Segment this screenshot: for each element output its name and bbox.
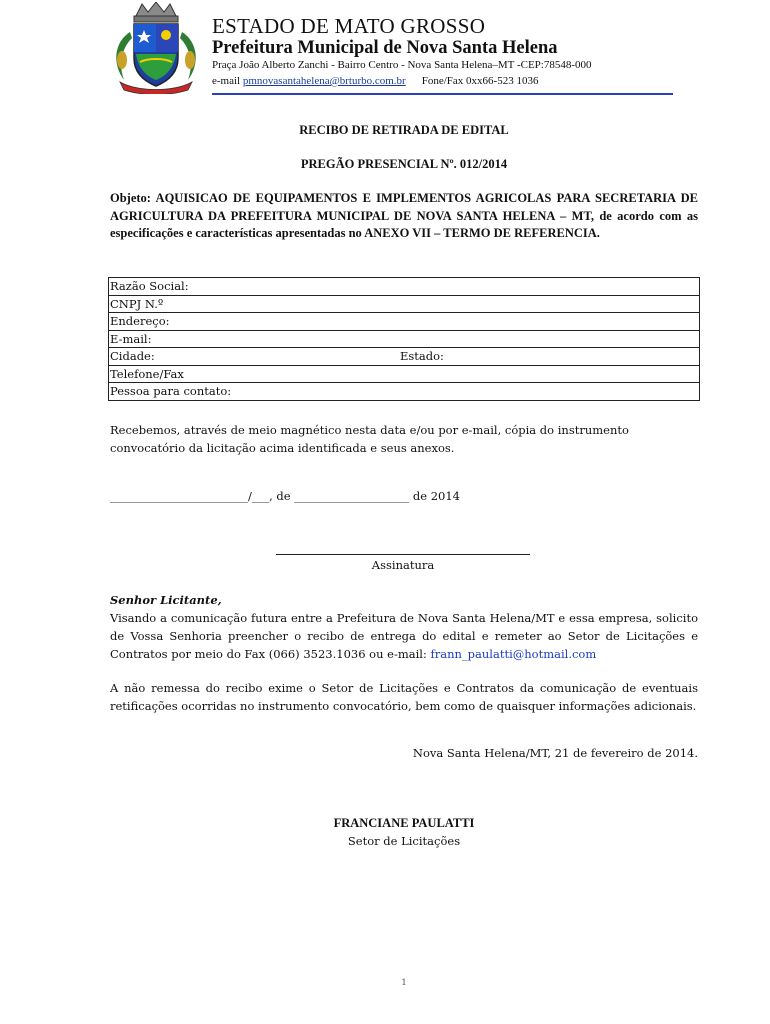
document-subtitle: PREGÃO PRESENCIAL Nº. 012/2014: [300, 157, 508, 171]
place-date: Nova Santa Helena/MT, 21 de fevereiro de 2014.: [412, 746, 698, 760]
form-field-cidade-estado[interactable]: [109, 348, 700, 366]
instructions-text: Visando a comunicação futura entre a Prefeitura de Nova Santa Helena/MT e essa empresa, solicito de Vossa Senhoria preencher o recibo de entrega do edital e remeter ao Setor de Licitações e Contratos por meio do Fax (066) 3523.1036 ou e-mail:: [110, 611, 698, 661]
form-row-razao-social: [109, 278, 700, 296]
company-form-table: [108, 277, 700, 401]
header-phone: Fone/Fax 0xx66-523 1036: [421, 75, 539, 87]
header-contact: [212, 75, 538, 87]
receipt-paragraph: Recebemos, através de meio magnético nesta data e/ou por e-mail, cópia do instrumento convocatório da licitação acima identificada e seus anexos.: [110, 423, 629, 455]
form-row-cnpj: [109, 295, 700, 313]
form-row-cidade: [109, 348, 700, 366]
document-title: RECIBO DE RETIRADA DE EDITAL: [299, 123, 509, 137]
contact-email-link[interactable]: frann_paulatti@hotmail.com: [430, 647, 597, 661]
date-fill-line: ________________________/___, de ____________________ de 2014: [110, 489, 461, 503]
notice-paragraph: A não remessa do recibo exime o Setor de Licitações e Contratos da comunicação de eventuais retificações ocorridas no instrumento convocatório, bem como de quaisquer informações adicionais.: [110, 681, 698, 713]
form-label-cidade: Cidade:: [110, 349, 155, 364]
form-row-contato: [109, 383, 700, 401]
signer-department: Setor de Licitações: [347, 834, 461, 848]
objeto-paragraph: Objeto: AQUISICAO DE EQUIPAMENTOS E IMPLEMENTOS AGRICOLAS PARA SECRETARIA DE AGRICULTURA DA PREFEITURA MUNICIPAL DE NOVA SANTA HELENA – MT, de acordo com as especificações e características apresentadas no ANEXO VII – TERMO DE REFERENCIA.: [110, 191, 698, 240]
instructions-paragraph: [110, 609, 698, 663]
header-email-link[interactable]: pmnovasantahelena@brturbo.com.br: [242, 75, 406, 87]
form-row-telefone: [109, 365, 700, 383]
page-number: 1: [401, 978, 407, 987]
form-field-cnpj[interactable]: CNPJ N.º: [109, 295, 700, 313]
header-prefeitura: Prefeitura Municipal de Nova Santa Helena: [212, 38, 558, 58]
municipal-crest-icon: [108, 2, 204, 94]
header-address: Praça João Alberto Zanchi - Bairro Centro - Nova Santa Helena–MT -CEP:78548-000: [212, 59, 592, 71]
form-field-telefone[interactable]: Telefone/Fax: [109, 365, 700, 383]
header-divider: [212, 93, 673, 95]
form-field-endereco[interactable]: Endereço:: [109, 313, 700, 331]
signer-name: FRANCIANE PAULATTI: [333, 816, 475, 830]
form-field-contato[interactable]: Pessoa para contato:: [109, 383, 700, 401]
form-row-endereco: [109, 313, 700, 331]
signature-line: [276, 554, 530, 555]
form-row-email: [109, 330, 700, 348]
header-email-label: e-mail: [212, 75, 241, 87]
salutation: Senhor Licitante,: [110, 593, 222, 607]
header-state: ESTADO DE MATO GROSSO: [212, 14, 486, 38]
signature-label: Assinatura: [371, 558, 435, 572]
form-label-estado: Estado:: [400, 349, 444, 364]
form-field-email[interactable]: E-mail:: [109, 330, 700, 348]
form-field-razao-social[interactable]: Razão Social:: [109, 278, 700, 296]
